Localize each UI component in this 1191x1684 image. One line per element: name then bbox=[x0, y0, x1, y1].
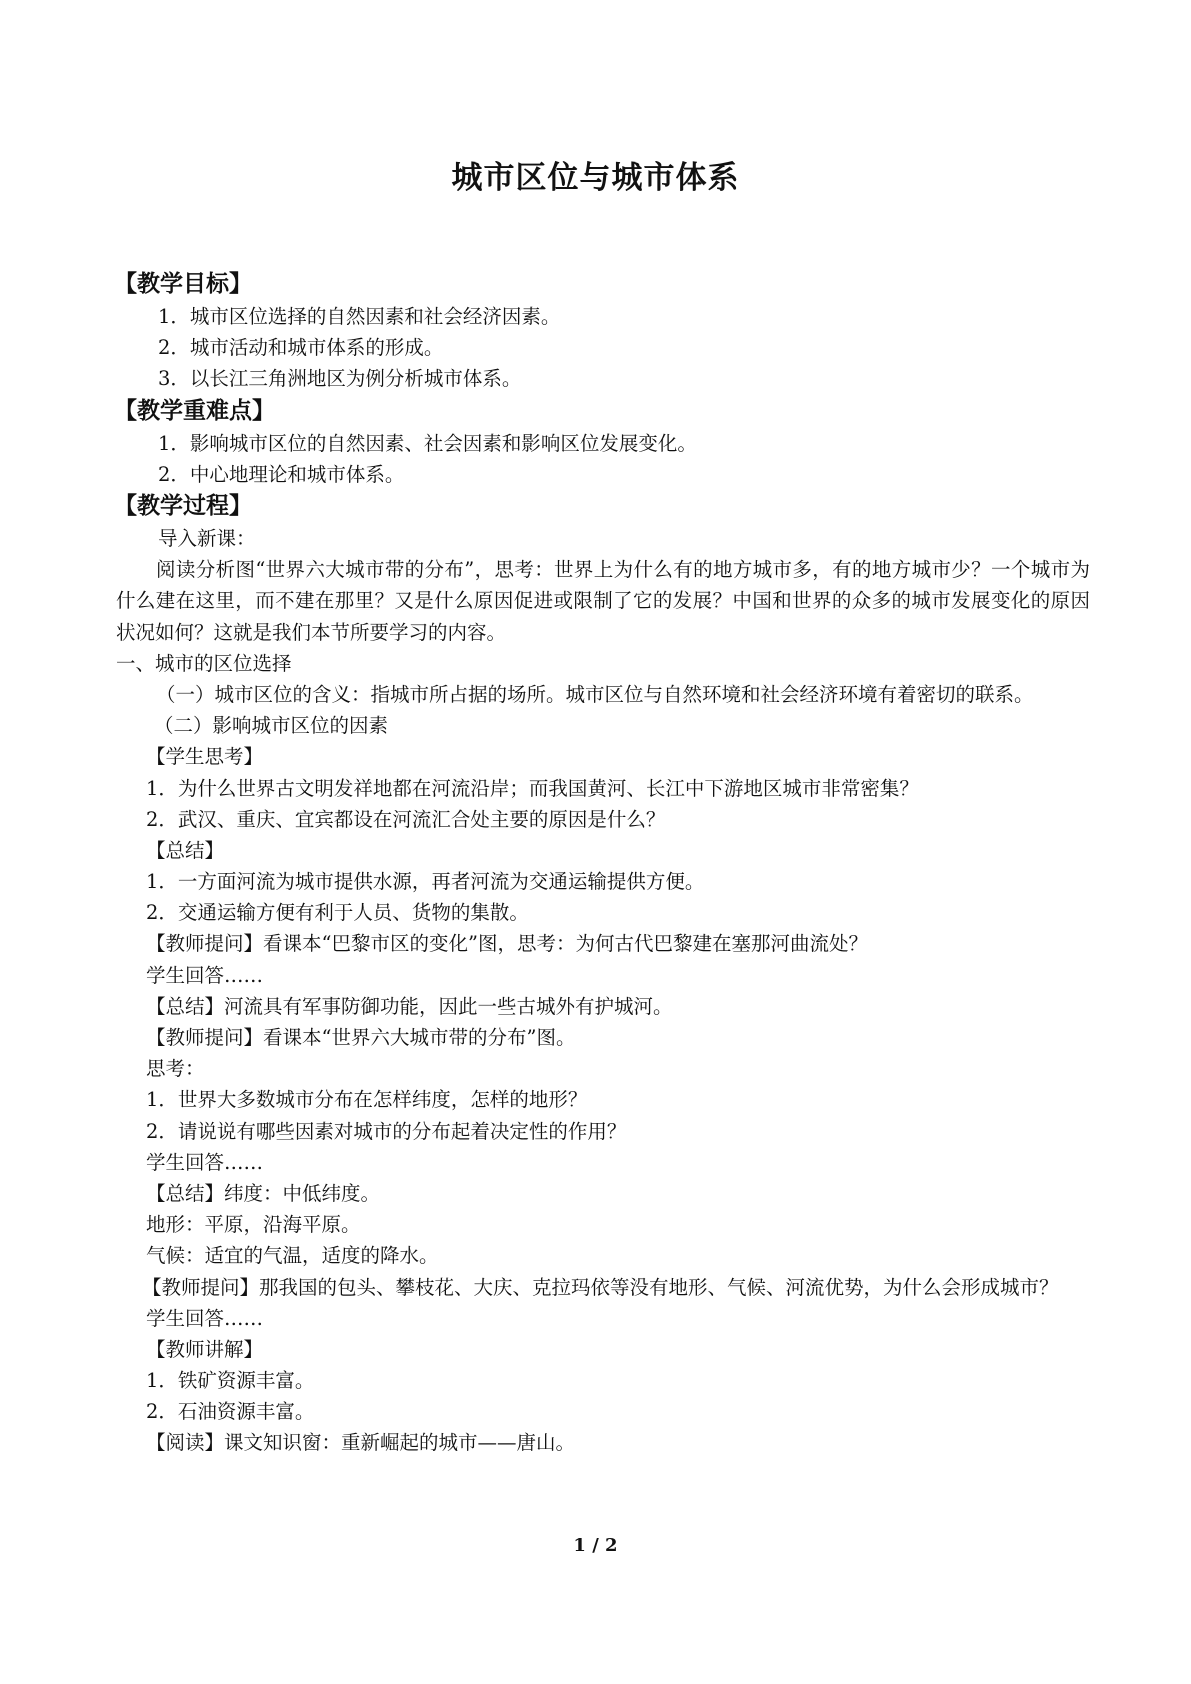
part1-title: 一、城市的区位选择 bbox=[116, 651, 292, 675]
climate-line: 气候：适宜的气温，适度的降水。 bbox=[146, 1244, 439, 1268]
teacher-explain-label: 【教师讲解】 bbox=[146, 1337, 264, 1361]
reading-line: 【阅读】课文知识窗：重新崛起的城市——唐山。 bbox=[146, 1431, 576, 1455]
intro-label: 导入新课： bbox=[158, 526, 256, 550]
summary-line: 【总结】纬度：中低纬度。 bbox=[146, 1181, 381, 1205]
objective-item: 1．城市区位选择的自然因素和社会经济因素。 bbox=[158, 305, 561, 328]
student-think-item: 2．武汉、重庆、宜宾都设在河流汇合处主要的原因是什么？ bbox=[146, 807, 666, 831]
teacher-question: 【教师提问】看课本“世界六大城市带的分布”图。 bbox=[146, 1026, 576, 1049]
summary-line: 【总结】河流具有军事防御功能，因此一些古城外有护城河。 bbox=[146, 994, 673, 1018]
document-body bbox=[116, 268, 1090, 1459]
intro-paragraph: 阅读分析图“世界六大城市带的分布”，思考：世界上为什么有的地方城市多，有的地方城市少？一个城市为什么建在这里，而不建在那里？又是什么原因促进或限制了它的发展？中国和世界的众多的城市发展变化的原因状况如何？这就是我们本节所要学习的内容。 bbox=[116, 558, 1090, 644]
student-think-label: 【学生思考】 bbox=[146, 745, 264, 769]
summary-item: 1．一方面河流为城市提供水源，再者河流为交通运输提供方便。 bbox=[146, 870, 705, 894]
key-point-item: 1．影响城市区位的自然因素、社会因素和影响区位发展变化。 bbox=[158, 431, 697, 455]
factors-title: （二）影响城市区位的因素 bbox=[154, 714, 389, 738]
key-point-item: 2．中心地理论和城市体系。 bbox=[158, 462, 405, 486]
summary-item: 2．交通运输方便有利于人员、货物的集散。 bbox=[146, 901, 529, 925]
student-answer: 学生回答…… bbox=[146, 1306, 264, 1330]
teacher-explain-item: 2．石油资源丰富。 bbox=[146, 1400, 315, 1424]
student-answer: 学生回答…… bbox=[146, 963, 264, 987]
teacher-explain-item: 1．铁矿资源丰富。 bbox=[146, 1369, 315, 1393]
section-heading-key-points: 【教学重难点】 bbox=[114, 397, 275, 424]
teacher-question: 【教师提问】那我国的包头、攀枝花、大庆、克拉玛依等没有地形、气候、河流优势，为什么会形成城市？ bbox=[142, 1275, 1059, 1299]
objective-item: 3．以长江三角洲地区为例分析城市体系。 bbox=[158, 367, 522, 391]
definition-paragraph: （一）城市区位的含义：指城市所占据的场所。城市区位与自然环境和社会经济环境有着密切的联系。 bbox=[156, 682, 1034, 706]
page-indicator: 1 / 2 bbox=[573, 1535, 618, 1556]
student-think-item: 1．为什么世界古文明发祥地都在河流沿岸；而我国黄河、长江中下游地区城市非常密集？ bbox=[146, 776, 919, 800]
section-heading-process: 【教学过程】 bbox=[114, 492, 252, 519]
student-answer: 学生回答…… bbox=[146, 1150, 264, 1174]
think-item: 2．请说说有哪些因素对城市的分布起着决定性的作用？ bbox=[146, 1119, 627, 1143]
document-title: 城市区位与城市体系 bbox=[451, 160, 740, 196]
think-label: 思考： bbox=[146, 1057, 205, 1081]
objective-item: 2．城市活动和城市体系的形成。 bbox=[158, 336, 444, 360]
teacher-question: 【教师提问】看课本“巴黎市区的变化”图，思考：为何古代巴黎建在塞那河曲流处？ bbox=[146, 932, 868, 956]
terrain-line: 地形：平原，沿海平原。 bbox=[146, 1213, 361, 1237]
summary-label: 【总结】 bbox=[146, 838, 225, 862]
think-item: 1．世界大多数城市分布在怎样纬度，怎样的地形？ bbox=[146, 1088, 588, 1112]
section-heading-objectives: 【教学目标】 bbox=[114, 271, 252, 297]
